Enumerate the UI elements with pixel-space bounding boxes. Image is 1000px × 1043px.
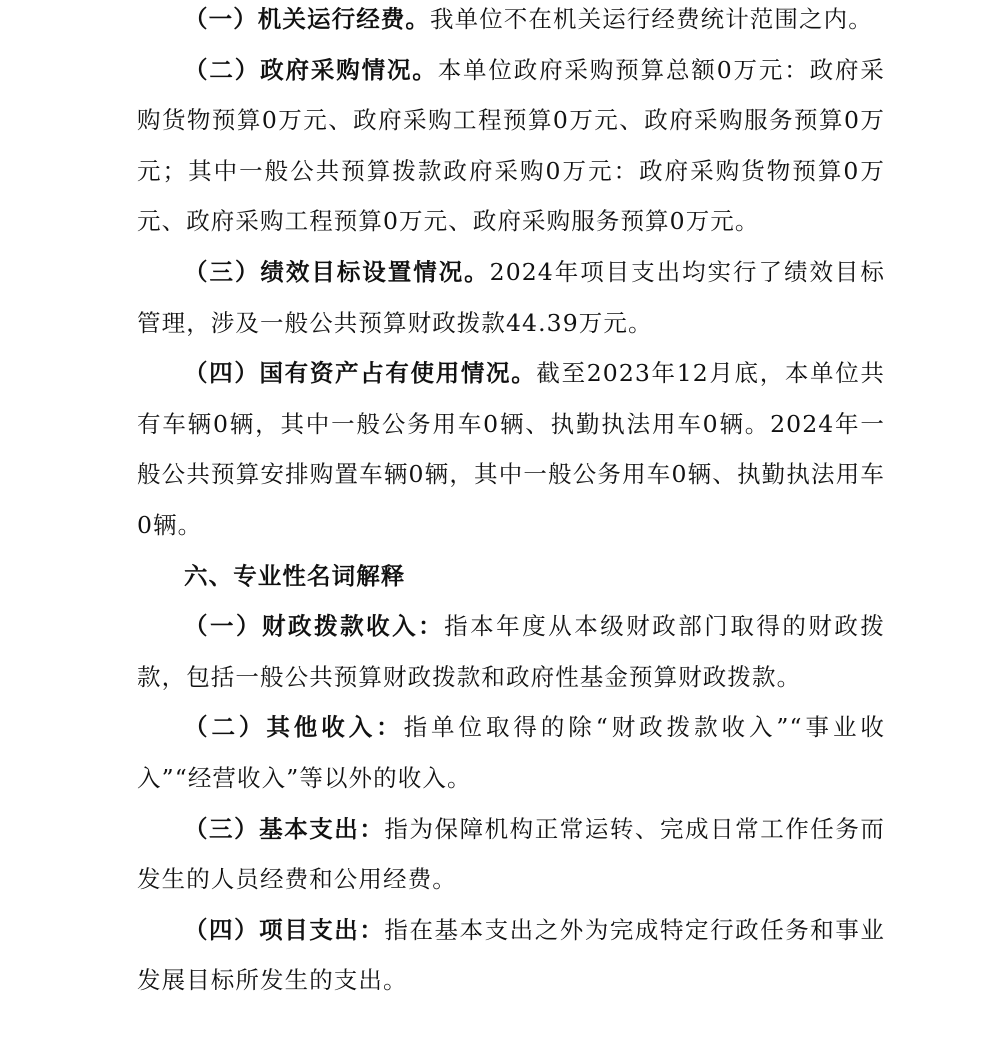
definition-project-expenditure <box>137 905 885 1006</box>
definition-term: （二）其他收入： <box>184 713 404 742</box>
paragraph-text: 截至2023年12月底，本单位共有车辆0辆，其中一般公务用车0辆、执勤执法用车0辆。2024年一般公共预算安排购置车辆0辆，其中一般公务用车0辆、执勤执法用车0辆。 <box>137 359 885 539</box>
definition-basic-expenditure <box>137 804 885 905</box>
definition-text: 指在基本支出之外为完成特定行政任务和事业发展目标所发生的支出。 <box>137 915 885 995</box>
paragraph-text: 我单位不在机关运行经费统计范围之内。 <box>430 5 873 33</box>
definition-term: （四）项目支出： <box>184 915 385 944</box>
paragraph-state-assets <box>137 348 885 550</box>
definition-term: （一）财政拨款收入： <box>184 612 445 641</box>
definition-text: 指单位取得的除“财政拨款收入”“事业收入”“经营收入”等以外的收入。 <box>137 713 885 792</box>
paragraph-lead: （二）政府采购情况。 <box>184 55 438 84</box>
paragraph-lead: （一）机关运行经费。 <box>184 5 430 33</box>
definition-text: 指为保障机构正常运转、完成日常工作任务而发生的人员经费和公用经费。 <box>137 814 885 894</box>
paragraph-performance-targets <box>137 247 885 348</box>
definition-text: 指本年度从本级财政部门取得的财政拨款，包括一般公共预算财政拨款和政府性基金预算财政拨款。 <box>137 612 885 691</box>
paragraph-government-procurement <box>137 45 885 247</box>
section-heading: 六、专业性名词解释 <box>184 561 406 590</box>
document-page <box>137 0 885 1006</box>
definition-other-income <box>137 702 885 803</box>
definition-fiscal-appropriation-income <box>137 601 885 702</box>
paragraph-admin-operating-funds <box>137 0 885 45</box>
paragraph-lead: （四）国有资产占有使用情况。 <box>184 359 537 388</box>
definition-term: （三）基本支出： <box>184 814 385 843</box>
paragraph-text: 2024年项目支出均实行了绩效目标管理，涉及一般公共预算财政拨款44.39万元。 <box>137 257 885 337</box>
paragraph-lead: （三）绩效目标设置情况。 <box>184 257 490 286</box>
paragraph-text: 本单位政府采购预算总额0万元：政府采购货物预算0万元、政府采购工程预算0万元、政府采购服务预算0万元；其中一般公共预算拨款政府采购0万元：政府采购货物预算0万元、政府采购工程预算0万元、政府采购服务预算0万元。 <box>137 55 885 236</box>
